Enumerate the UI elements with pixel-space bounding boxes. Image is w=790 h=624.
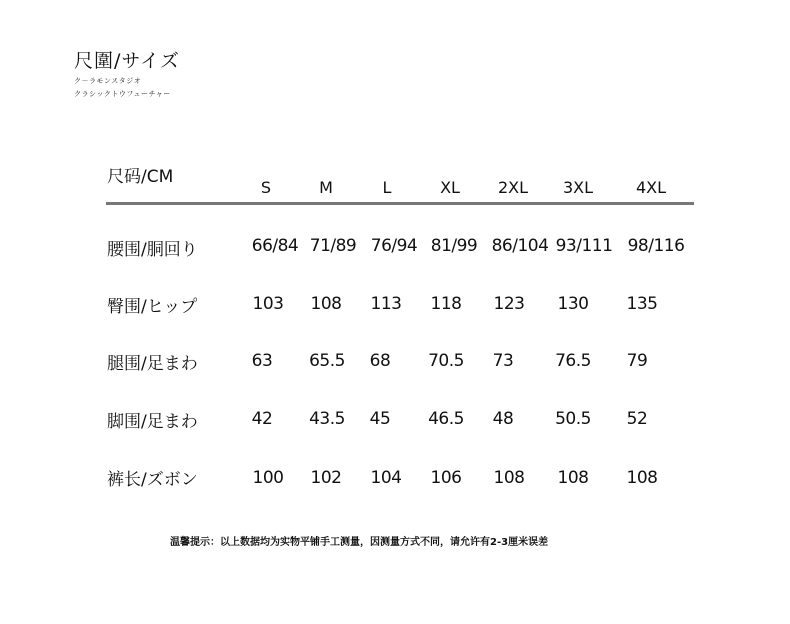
table-cell: 68 [369, 351, 391, 371]
table-cell: 108 [626, 468, 658, 488]
table-cell: 135 [626, 294, 658, 314]
table-cell: 108 [557, 468, 589, 488]
table-cell: 50.5 [555, 409, 591, 429]
column-header-3xl: 3XL [562, 178, 594, 197]
column-header-m: M [319, 178, 333, 197]
page-title: 尺圍/サイズ [74, 50, 180, 72]
table-cell: 123 [493, 294, 525, 314]
table-cell: 76.5 [555, 351, 591, 371]
table-cell: 76/94 [370, 236, 418, 256]
column-header-s: S [260, 178, 272, 197]
table-cell: 52 [626, 409, 648, 429]
table-cell: 108 [493, 468, 525, 488]
column-header-l: L [382, 178, 392, 197]
table-cell: 79 [626, 351, 648, 371]
brand-subtitle: ク－ラモンスタジオ [74, 77, 142, 85]
column-header-xl: XL [440, 178, 460, 197]
table-cell: 98/116 [627, 236, 685, 256]
brand-tagline: クラシックトウフューチャー [74, 90, 171, 98]
row-label-waist: 腰围/胴回り [107, 240, 198, 260]
table-cell: 48 [492, 409, 514, 429]
table-cell: 71/89 [309, 236, 357, 256]
table-cell: 113 [370, 294, 402, 314]
table-cell: 45 [369, 409, 391, 429]
table-cell: 86/104 [491, 236, 549, 256]
table-cell: 73 [492, 351, 514, 371]
unit-label: 尺码/CM [107, 167, 174, 187]
table-cell: 102 [310, 468, 342, 488]
table-cell: 42 [251, 409, 273, 429]
header-divider [106, 202, 694, 205]
table-cell: 108 [310, 294, 342, 314]
table-cell: 103 [252, 294, 284, 314]
row-label-hip: 臀围/ヒップ [107, 297, 198, 317]
table-cell: 65.5 [309, 351, 345, 371]
row-label-length: 裤长/ズボン [107, 470, 198, 490]
table-cell: 100 [252, 468, 284, 488]
table-cell: 93/111 [555, 236, 613, 256]
column-header-2xl: 2XL [497, 178, 529, 197]
table-cell: 106 [430, 468, 462, 488]
table-cell: 118 [430, 294, 462, 314]
row-label-thigh: 腿围/足まわ [107, 354, 198, 374]
table-cell: 81/99 [430, 236, 478, 256]
table-cell: 104 [370, 468, 402, 488]
table-cell: 66/84 [251, 236, 299, 256]
table-cell: 70.5 [428, 351, 464, 371]
row-label-leg-opening: 脚围/足まわ [107, 412, 198, 432]
table-cell: 43.5 [309, 409, 345, 429]
table-cell: 63 [251, 351, 273, 371]
table-cell: 46.5 [428, 409, 464, 429]
column-header-4xl: 4XL [635, 178, 667, 197]
table-cell: 130 [557, 294, 589, 314]
measurement-note: 温馨提示：以上数据均为实物平铺手工测量，因测量方式不同，请允许有2-3厘米误差 [170, 537, 549, 548]
